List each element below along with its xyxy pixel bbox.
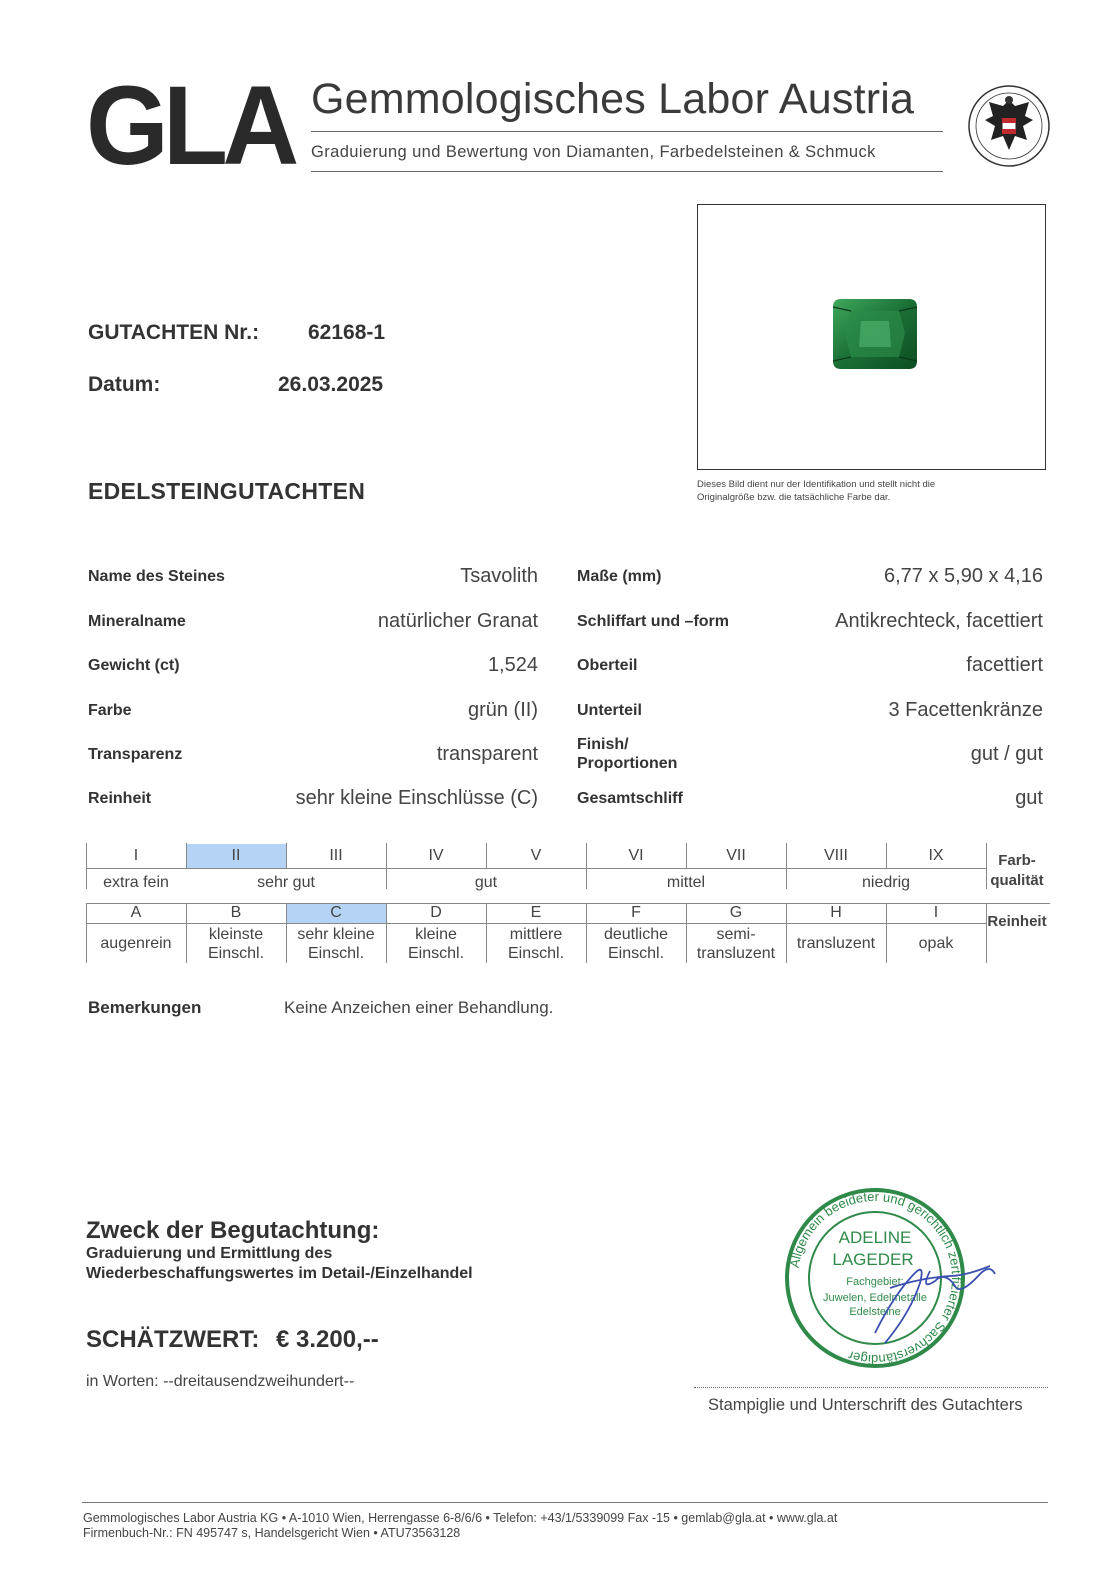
- svg-text:Juwelen, Edelmetalle: Juwelen, Edelmetalle: [823, 1292, 927, 1304]
- property-label: Gesamtschliff: [577, 790, 683, 807]
- footer-rule: [82, 1502, 1048, 1503]
- clarity-desc-line: augenrein: [100, 935, 172, 952]
- property-label: Finish/: [577, 736, 629, 753]
- photo-caption: [697, 478, 1017, 504]
- clarity-desc-line: Einschl.: [207, 945, 265, 962]
- austrian-eagle-seal-icon: [967, 80, 1051, 172]
- color-group: mittel: [666, 874, 706, 891]
- property-label: Name des Steines: [88, 568, 225, 585]
- certificate-number: 62168-1: [308, 321, 386, 344]
- color-group: gut: [474, 874, 498, 891]
- purpose-title: Zweck der Begutachtung:: [86, 1217, 380, 1244]
- property-label: Gewicht (ct): [88, 657, 180, 674]
- color-group: sehr gut: [257, 874, 315, 891]
- date-value: 26.03.2025: [278, 373, 384, 396]
- clarity-desc: [386, 925, 486, 963]
- value-in-words: in Worten: --dreitausendzweihundert--: [86, 1373, 355, 1390]
- property-value: transparent: [436, 743, 538, 765]
- color-group: niedrig: [861, 874, 911, 891]
- date-label: Datum:: [88, 373, 161, 396]
- color-grade: IV: [428, 847, 444, 864]
- property-label: Farbe: [88, 702, 132, 719]
- clarity-grade: F: [631, 904, 641, 921]
- clarity-desc: [586, 925, 686, 963]
- property-label-line-2: Proportionen: [577, 755, 678, 772]
- purpose-line-2: Wiederbeschaffungswertes im Detail-/Einzelhandel: [86, 1265, 473, 1282]
- signature-caption: Stampiglie und Unterschrift des Gutachters: [708, 1396, 1023, 1414]
- certificate-number-label: GUTACHTEN Nr.:: [88, 321, 260, 344]
- clarity-desc: [886, 934, 986, 953]
- color-quality-title: [984, 851, 1050, 891]
- gemstone-image: [831, 297, 919, 371]
- clarity-grade: E: [530, 904, 542, 921]
- clarity-title: Reinheit: [987, 913, 1047, 930]
- color-grade: VI: [628, 847, 644, 864]
- clarity-desc-line: opak: [918, 935, 954, 952]
- property-value: gut / gut: [970, 743, 1043, 765]
- color-group: extra fein: [103, 874, 169, 891]
- purpose-line-1: Graduierung und Ermittlung des: [86, 1245, 333, 1262]
- property-value: grün (II): [467, 699, 538, 721]
- property-label: Maße (mm): [577, 568, 662, 585]
- clarity-grade: C: [330, 904, 342, 921]
- color-grade: I: [133, 847, 139, 864]
- property-label: Schliffart und –form: [577, 613, 730, 630]
- table-rule: [86, 923, 986, 924]
- clarity-desc-line: kleinste: [208, 926, 264, 943]
- property-value: facettiert: [966, 654, 1043, 676]
- clarity-desc-line: Einschl.: [607, 945, 665, 962]
- clarity-desc-line: transluzent: [696, 945, 776, 962]
- svg-text:Allgemein beeideter und gerich: Allgemein beeideter und gerichtlich zertifizierter Sachverständiger: [786, 1188, 965, 1368]
- signature-line: [694, 1387, 1048, 1388]
- color-grade: VII: [726, 847, 746, 864]
- color-grade: III: [329, 847, 343, 864]
- clarity-desc: [286, 925, 386, 963]
- estimated-value-label: SCHÄTZWERT:: [86, 1326, 260, 1353]
- photo-caption-line-2: Originalgröße bzw. die tatsächliche Farbe dar.: [697, 492, 891, 503]
- color-quality-title-line-2: qualität: [990, 872, 1044, 889]
- clarity-desc-line: Einschl.: [307, 945, 365, 962]
- color-grade: IX: [928, 847, 944, 864]
- remarks-label: Bemerkungen: [88, 998, 202, 1017]
- property-value: sehr kleine Einschlüsse (C): [295, 787, 538, 809]
- property-value: 1,524: [487, 654, 538, 676]
- clarity-desc-line: semi-: [716, 926, 756, 943]
- header-rule-top: [311, 131, 943, 132]
- color-grade: II: [231, 847, 241, 864]
- clarity-desc-line: deutliche: [603, 926, 669, 943]
- table-rule: [986, 903, 987, 963]
- color-quality-title-line-1: Farb-: [998, 852, 1036, 869]
- property-value: Antikrechteck, facettiert: [835, 610, 1043, 632]
- clarity-desc-line: transluzent: [796, 935, 876, 952]
- property-label: Unterteil: [577, 702, 642, 719]
- clarity-desc: [486, 925, 586, 963]
- clarity-desc: [786, 934, 886, 953]
- photo-caption-line-1: Dieses Bild dient nur der Identifikation und stellt nicht die: [697, 479, 936, 490]
- color-grade: VIII: [823, 847, 848, 864]
- gla-logo: GLA: [86, 63, 294, 188]
- clarity-grade: B: [230, 904, 242, 921]
- clarity-grade: H: [830, 904, 842, 921]
- clarity-desc-line: kleine: [415, 926, 457, 943]
- clarity-grade: D: [430, 904, 442, 921]
- svg-text:LAGEDER: LAGEDER: [832, 1250, 914, 1269]
- color-grade: V: [530, 847, 542, 864]
- footer-address: Gemmologisches Labor Austria KG • A-1010 Wien, Herrengasse 6-8/6/6 • Telefon: +43/1/5339099 Fax -15 • gemlab@gla.at • www.gla.at: [83, 1511, 838, 1525]
- property-value: Tsavolith: [460, 565, 538, 587]
- svg-text:Edelsteine: Edelsteine: [849, 1306, 901, 1318]
- clarity-desc: [686, 925, 786, 963]
- stone-photo-frame: [697, 204, 1046, 470]
- estimated-value-amount: € 3.200,--: [276, 1326, 379, 1353]
- property-value: 6,77 x 5,90 x 4,16: [883, 565, 1043, 587]
- clarity-desc-line: sehr kleine: [297, 926, 375, 943]
- svg-text:Fachgebiet:: Fachgebiet:: [846, 1276, 904, 1288]
- clarity-desc-line: mittlere: [509, 926, 563, 943]
- footer-registry: Firmenbuch-Nr.: FN 495747 s, Handelsgericht Wien • ATU73563128: [83, 1526, 461, 1540]
- remarks-value: Keine Anzeichen einer Behandlung.: [284, 998, 554, 1017]
- clarity-desc: [186, 925, 286, 963]
- header-rule-bottom: [311, 171, 943, 172]
- lab-name: Gemmologisches Labor Austria: [311, 75, 915, 123]
- clarity-grade: I: [933, 904, 939, 921]
- property-label: Mineralname: [88, 613, 186, 630]
- grading-table: [86, 843, 1050, 963]
- clarity-desc-line: Einschl.: [407, 945, 465, 962]
- clarity-grade: A: [130, 904, 142, 921]
- svg-text:ADELINE: ADELINE: [838, 1228, 912, 1247]
- table-rule: [86, 868, 986, 869]
- property-label: Oberteil: [577, 657, 638, 674]
- document-type: EDELSTEINGUTACHTEN: [88, 478, 366, 504]
- clarity-grade: G: [729, 904, 743, 921]
- property-value: gut: [1015, 787, 1043, 809]
- clarity-desc-line: Einschl.: [507, 945, 565, 962]
- lab-tagline: Graduierung und Bewertung von Diamanten, Farbedelsteinen & Schmuck: [311, 143, 876, 161]
- property-value: natürlicher Granat: [377, 610, 538, 632]
- clarity-desc: [86, 934, 186, 953]
- property-value: 3 Facettenkränze: [888, 699, 1043, 721]
- expert-stamp-icon: [780, 1183, 1010, 1373]
- property-label: Transparenz: [88, 746, 183, 763]
- property-label: Reinheit: [88, 790, 152, 807]
